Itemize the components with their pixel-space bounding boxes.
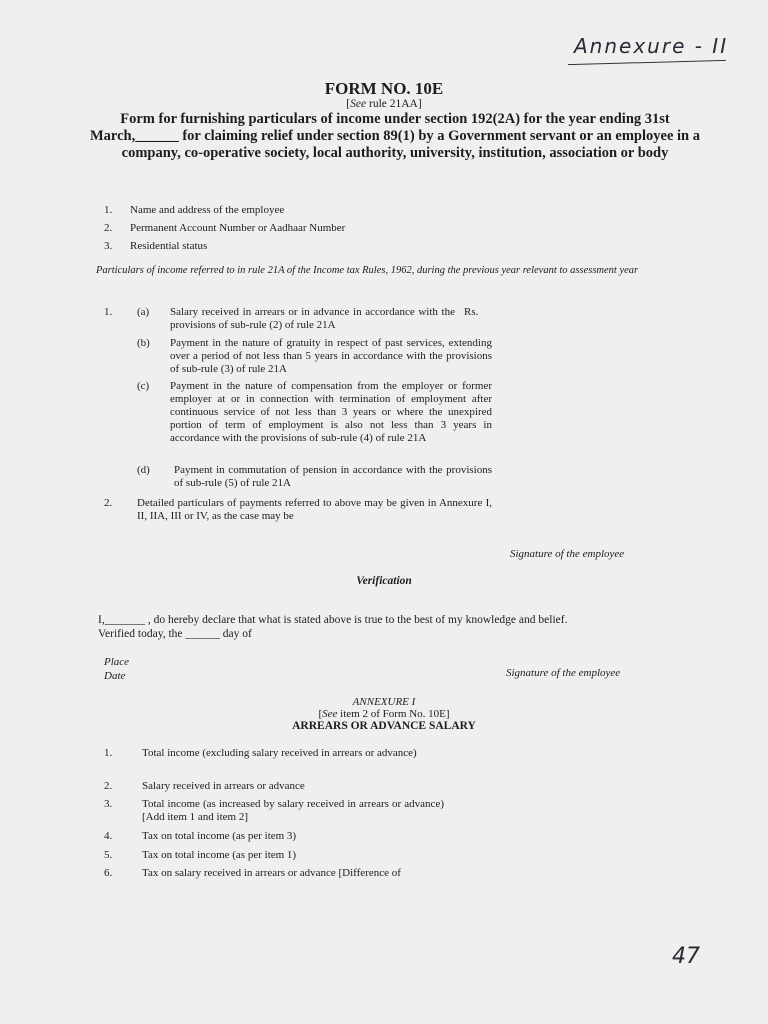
annexure-item-total-income-increased: Total income (as increased by salary received in arrears or advance)[Add item 1 and item 2] xyxy=(142,798,444,823)
page-number-handwritten: 47 xyxy=(672,944,700,969)
annexure-handwritten-tag: Annexure - II xyxy=(574,34,729,58)
verified-date-line: Verified today, the ______ day of xyxy=(98,628,252,640)
annexure-item-number: 2. xyxy=(104,780,113,792)
income-item-d-label: (d) xyxy=(137,464,150,476)
income-item-b-label: (b) xyxy=(137,337,150,349)
income-item-d-text: Payment in commutation of pension in accordance with the provisions of sub-rule (5) of rule 21A xyxy=(174,464,492,489)
income-item-c-label: (c) xyxy=(137,380,150,392)
annexure-item-total-income-excluding: Total income (excluding salary received in arrears or advance) xyxy=(142,747,417,759)
see-ref: item 2 of Form No. 10E] xyxy=(337,708,450,720)
employee-field-residential-status: Residential status xyxy=(130,240,208,252)
employee-field-number: 1. xyxy=(104,204,113,216)
employee-signature-label: Signature of the employee xyxy=(506,667,621,679)
form-rule-reference: [See rule 21AA] xyxy=(346,98,422,110)
employee-field-pan: Permanent Account Number or Aadhaar Number xyxy=(130,222,346,234)
employee-field-number: 2. xyxy=(104,222,113,234)
see-rule: rule 21AA] xyxy=(366,98,422,110)
annexure-item-number: 6. xyxy=(104,867,113,879)
income-item-number-1: 1. xyxy=(104,306,113,318)
income-item-2-text: Detailed particulars of payments referred to above may be given in Annexure I, II, IIA, III or IV, as the case may be xyxy=(137,497,492,522)
annexure-item-number: 4. xyxy=(104,830,113,842)
annexure-item-salary-arrears: Salary received in arrears or advance xyxy=(142,780,305,792)
employee-field-name-address: Name and address of the employee xyxy=(130,204,285,216)
annexure-underline xyxy=(568,60,726,65)
income-item-a-label: (a) xyxy=(137,306,150,318)
income-item-b-text: Payment in the nature of gratuity in respect of past services, extending over a period of not less than 5 years in accordance with the provisions of sub-rule (3) of rule 21A xyxy=(170,337,492,375)
annexure-1-reference: [See item 2 of Form No. 10E] xyxy=(318,708,450,720)
annexure-item-tax-difference: Tax on salary received in arrears or advance [Difference of xyxy=(142,867,401,879)
verification-heading: Verification xyxy=(356,575,412,587)
income-item-c-text: Payment in the nature of compensation from the employer or former employer at or in connection with termination of employment after continuous service of not less than 3 years or where the unexpired portion of term of employment is also not less than 3 years in accordance with the provisions of sub-rule (4) of rule 21A xyxy=(170,380,492,444)
employee-signature-label: Signature of the employee xyxy=(510,548,625,560)
particulars-heading: Particulars of income referred to in rule 21A of the Income tax Rules, 1962, during the previous year relevant to assessment year xyxy=(96,265,639,276)
annexure-item-tax-item-3: Tax on total income (as per item 3) xyxy=(142,830,297,842)
employee-field-number: 3. xyxy=(104,240,113,252)
annexure-1-title: ANNEXURE I xyxy=(352,696,416,708)
annexure-item-number: 5. xyxy=(104,849,113,861)
annexure-item-number: 1. xyxy=(104,747,113,759)
place-label: Place xyxy=(104,656,130,668)
form-title: FORM NO. 10E xyxy=(324,79,444,98)
declaration-line: I,_______ , do hereby declare that what is stated above is true to the best of my knowledge and belief. xyxy=(98,614,568,626)
rs-label: Rs. xyxy=(464,306,479,318)
income-item-a-text: Salary received in arrears or in advance in accordance with the provisions of sub-rule (2) of rule 21A xyxy=(170,306,455,331)
see-label: See xyxy=(350,98,367,110)
see-label: See xyxy=(322,708,338,720)
annexure-item-number: 3. xyxy=(104,798,113,810)
annexure-item-tax-item-1: Tax on total income (as per item 1) xyxy=(142,849,297,861)
annexure-1-subtitle: ARREARS OR ADVANCE SALARY xyxy=(292,720,476,732)
form-description: Form for furnishing particulars of income under section 192(2A) for the year ending 31st March,______ for claiming relief under section 89(1) by a Government servant or an employee in a company, co-operative society, local authority, university, institution, association or body xyxy=(89,111,700,161)
income-item-number-2: 2. xyxy=(104,497,113,509)
date-label: Date xyxy=(104,670,126,682)
